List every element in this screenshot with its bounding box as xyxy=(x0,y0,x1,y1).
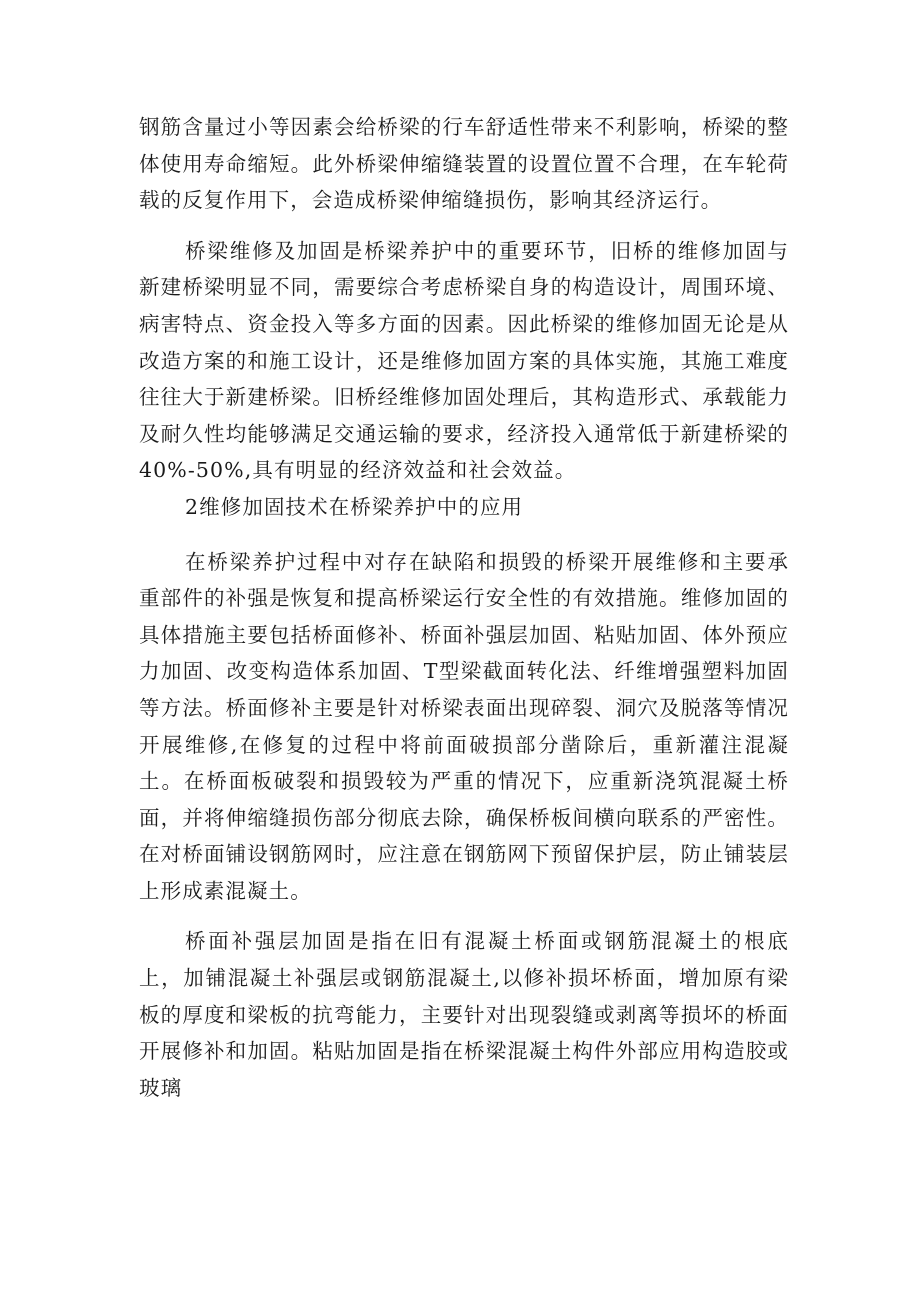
paragraph-continuation: 钢筋含量过小等因素会给桥梁的行车舒适性带来不利影响，桥梁的整体使用寿命缩短。此外桥梁伸缩缝装置的设置位置不合理，在车轮荷载的反复作用下，会造成桥梁伸缩缝损伤，影响其经济运行。 xyxy=(139,115,789,213)
paragraph-reinforcement-layer: 桥面补强层加固是指在旧有混凝土桥面或钢筋混凝土的根底上，加铺混凝土补强层或钢筋混凝土,以修补损坏桥面，增加原有梁板的厚度和梁板的抗弯能力，主要针对出现裂缝或剥离等损坏的桥面开展修补和加固。粘贴加固是指在桥梁混凝土构件外部应用构造胶或玻璃 xyxy=(139,929,789,1100)
paragraph-repair-measures: 在桥梁养护过程中对存在缺陷和损毁的桥梁开展维修和主要承重部件的补强是恢复和提高桥梁运行安全性的有效措施。维修加固的具体措施主要包括桥面修补、桥面补强层加固、粘贴加固、体外预应力加固、改变构造体系加固、T型梁截面转化法、纤维增强塑料加固等方法。桥面修补主要是针对桥梁表面出现碎裂、洞穴及脱落等情况开展维修,在修复的过程中将前面破损部分凿除后，重新灌注混凝土。在桥面板破裂和损毁较为严重的情况下，应重新浇筑混凝土桥面，并将伸缩缝损伤部分彻底去除，确保桥板间横向联系的严密性。在对桥面铺设钢筋网时，应注意在钢筋网下预留保护层，防止铺装层上形成素混凝土。 xyxy=(139,549,789,903)
document-body xyxy=(139,109,789,1106)
section-heading: 2维修加固技术在桥梁养护中的应用 xyxy=(185,494,524,519)
paragraph-maintenance-importance: 桥梁维修及加固是桥梁养护中的重要环节，旧桥的维修加固与新建桥梁明显不同，需要综合考虑桥梁自身的构造设计，周围环境、病害特点、资金投入等多方面的因素。因此桥梁的维修加固无论是从改造方案的和施工设计，还是维修加固方案的具体实施，其施工难度往往大于新建桥梁。旧桥经维修加固处理后，其构造形式、承载能力及耐久性均能够满足交通运输的要求，经济投入通常低于新建桥梁的40%-50%,具有明显的经济效益和社会效益。 xyxy=(139,238,789,483)
